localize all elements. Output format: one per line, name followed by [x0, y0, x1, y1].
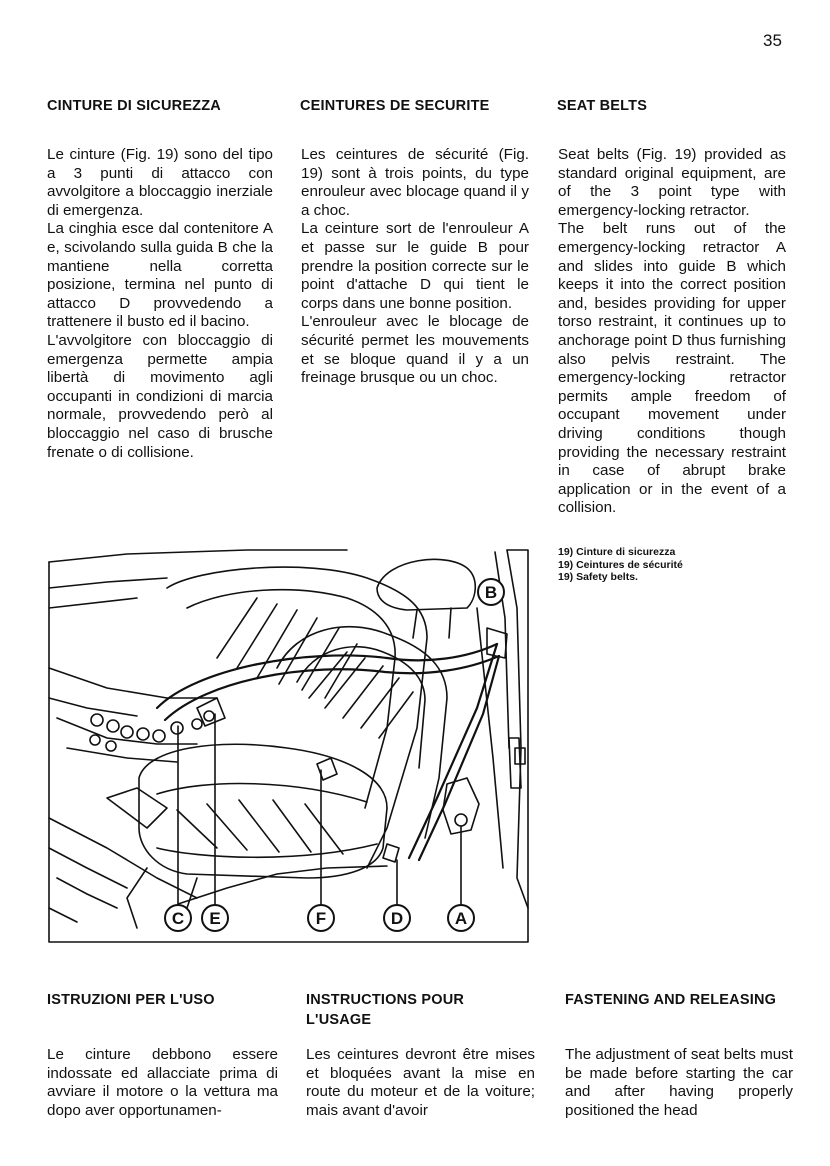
italian-paragraph-2: La cinghia esce dal contenitore A e, scivolando sulla guida B che la mantiene nella corretta posizione, termina nel punto di attacco D provvedendo a trattenere il busto ed il bacino.	[47, 220, 273, 331]
callout-label-d: D	[390, 909, 404, 928]
french-instructions-body: Les ceintures devront être mises et bloquées avant la mise en route du moteur et de la voiture; mais avant d'avoir	[306, 1046, 535, 1119]
caption-french: 19) Ceintures de sécurité	[558, 558, 683, 571]
heading-italian-instructions: ISTRUZIONI PER L'USO	[47, 992, 215, 1008]
callout-label-f: F	[315, 909, 327, 928]
english-fastening-body: The adjustment of seat belts must be made before starting the car and after having properly positioned the head	[565, 1046, 793, 1119]
english-paragraph-2: The belt runs out of the emergency-locking retractor A and slides into guide B which keeps it into the correct position and, besides providing for upper torso restraint, it continues up to anchorage point D thus furnishing also pelvis restraint. The emergency-locking retractor permits ample freedom of occupant movement under driving conditions though providing the necessary restraint in case of abrupt brake application or in the event of a collision.	[558, 220, 786, 517]
heading-french-instructions-line-2: L'USAGE	[306, 1012, 372, 1028]
heading-english-seat-belts: SEAT BELTS	[557, 98, 648, 114]
italian-paragraph-3: L'avvolgitore con bloccaggio di emergenza permette ampia libertà di movimento agli occupanti in condizioni di marcia normale, provvedendo però al bloccaggio nel caso di brusche frenate o di collisione.	[47, 331, 273, 461]
heading-italian-seat-belts: CINTURE DI SICUREZZA	[47, 98, 221, 114]
callout-label-c: C	[171, 909, 185, 928]
page-number: 35	[763, 31, 782, 50]
italian-body	[47, 146, 273, 462]
figure-19-seat-belt-illustration	[47, 548, 530, 944]
english-body	[558, 146, 786, 518]
figure-caption	[558, 546, 683, 584]
french-paragraph-1: Les ceintures de sécurité (Fig. 19) sont à trois points, du type enrouleur avec blocage quand il y a choc.	[301, 146, 529, 219]
italian-paragraph-1: Le cinture (Fig. 19) sono del tipo a 3 punti di attacco con avvolgitore a bloccaggio inerziale di emergenza.	[47, 146, 273, 219]
heading-english-fastening: FASTENING AND RELEASING	[565, 992, 777, 1008]
french-body	[301, 146, 529, 388]
heading-french-instructions-line-1: INSTRUCTIONS POUR	[306, 992, 465, 1008]
caption-english: 19) Safety belts.	[558, 571, 638, 583]
heading-french-seat-belts: CEINTURES DE SECURITE	[300, 98, 490, 114]
english-paragraph-1: Seat belts (Fig. 19) provided as standard original equipment, are of the 3 point type with emergency-locking retractor.	[558, 146, 786, 219]
caption-italian: 19) Cinture di sicurezza	[558, 546, 676, 558]
callout-label-b: B	[484, 583, 498, 602]
heading-french-instructions	[306, 990, 464, 1030]
french-paragraph-2: La ceinture sort de l'enrouleur A et passe sur le guide B pour prendre la position correcte sur le point d'attache D qui tient le corps dans une bonne position.	[301, 220, 529, 312]
callout-label-e: E	[209, 909, 221, 928]
callout-label-a: A	[454, 909, 468, 928]
french-paragraph-3: L'enrouleur avec le blocage de sécurité permet les mouvements et se bloque quand il y a un freinage brusque ou un choc.	[301, 313, 529, 387]
italian-instructions-body: Le cinture debbono essere indossate ed allacciate prima di avviare il motore o la vettura ma dopo aver opportunamen-	[47, 1046, 278, 1119]
